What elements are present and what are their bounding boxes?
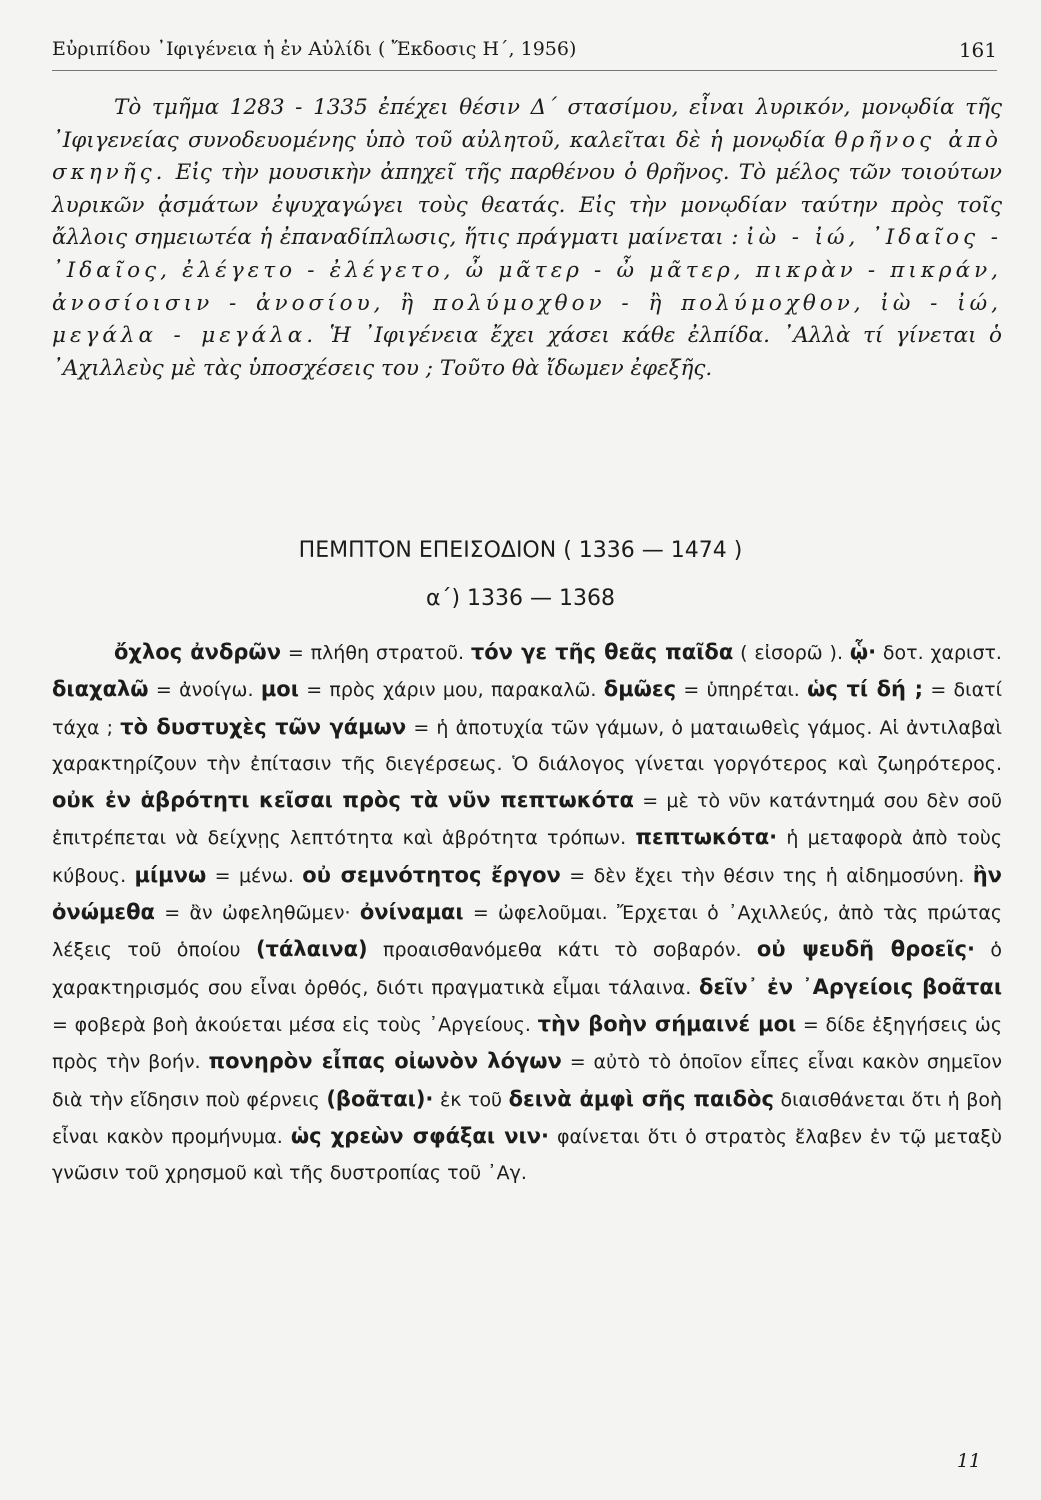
gloss: = ἡ ἀποτυχία τῶν γάμων, ὁ ματαιωθεὶς γάμος. Αἱ ἀντιλαβαὶ χαρακτηρίζουν τὴν ἐπίτασιν τῆς διεγέρσεως. Ὁ διάλογος γίνεται γοργότερος καὶ ζωηρότερος.: [52, 716, 1002, 775]
section-subheading: α΄) 1336 — 1368: [425, 586, 616, 611]
intro-repetitions: ἰὼ - ἰώ, ᾿Ιδαῖος - ᾿Ιδαῖος, ἐλέγετο - ἐλέγετο, ὦ μᾶτερ - ὦ μᾶτερ, πικρὰν - πικράν, ἀνοσίοισιν - ἀνοσίου, ἢ πολύμοχθον - ἢ πολύμοχθον, ἰὼ - ἰώ, μεγάλα - μεγάλα.: [52, 225, 1002, 349]
running-header: [52, 30, 997, 71]
gloss: = δὲν ἔχει τὴν θέσιν της ἡ αἰδημοσύνη.: [560, 864, 973, 887]
lemma: δμῶες: [603, 677, 677, 702]
lemma: ὡς χρεὼν σφάξαι νιν·: [290, 1123, 550, 1148]
lemma: μίμνω: [134, 862, 207, 887]
gloss: = ἀνοίγω.: [148, 679, 261, 702]
gloss: = ὠφελοῦμαι. Ἔρχεται ὁ ᾿Αχιλλεύς, ἀπὸ τὰς πρώτας λέξεις τοῦ ὁποίου: [52, 902, 1002, 962]
intro-text-3: Ἡ ᾿Ιφιγένεια ἔχει χάσει κάθε ἐλπίδα. ᾿Αλλὰ τί γίνεται ὁ ᾿Αχιλλεὺς μὲ τὰς ὑποσχέσεις του ; Τοῦτο θὰ ἴδωμεν ἐφεξῆς.: [52, 323, 1002, 381]
lemma: οὐ ψευδῆ θροεῖς·: [756, 937, 975, 962]
gloss: προαισθανόμεθα κάτι τὸ σοβαρόν.: [367, 939, 757, 962]
lemma: διαχαλῶ: [52, 677, 149, 702]
lemma: μοι: [260, 677, 299, 702]
lemma: ὀνίναμαι: [359, 900, 464, 925]
gloss: = μένω.: [206, 864, 303, 887]
gloss: = αὐτὸ τὸ ὁποῖον εἶπες εἶναι κακὸν σημεῖον διὰ τὴν εἴδησιν ποὺ φέρνεις: [52, 1051, 1002, 1111]
lemma: ᾧ·: [849, 640, 877, 664]
gloss: φαίνεται ὅτι ὁ στρατὸς ἔλαβεν ἐν τῷ μεταξὺ γνῶσιν τοῦ χρησμοῦ καὶ τῆς δυστροπίας τοῦ ᾿Αγ.: [52, 1125, 1003, 1185]
lemma: πεπτωκότα·: [635, 825, 778, 850]
section-heading: ΠΕΜΠΤΟΝ ΕΠΕΙΣΟΔΙΟΝ ( 1336 — 1474 ): [298, 538, 743, 563]
running-title: Εὐριπίδου ᾿Ιφιγένεια ἡ ἐν Αὐλίδι ( Ἔκδοσις Η΄, 1956): [52, 38, 577, 60]
gloss: = πρὸς χάριν μου, παρακαλῶ.: [298, 679, 604, 702]
gloss: = πλήθη στρατοῦ.: [281, 642, 471, 664]
lemma: δεινὰ ἀμφὶ σῆς παιδὸς: [508, 1086, 774, 1111]
page-number: 161: [958, 38, 997, 62]
lemma: τὸ δυστυχὲς τῶν γάμων: [120, 714, 407, 739]
gloss: ἡ μεταφορὰ ἀπὸ τοὺς κύβους.: [52, 827, 1002, 887]
lemma: ἢν ὀνώμεθα: [52, 862, 1002, 925]
gloss: δοτ. χαριστ.: [876, 642, 1002, 664]
gloss: = μὲ τὸ νῦν κατάντημά σου δὲν σοῦ ἐπιτρέπεται νὰ δείχνῃς λεπτότητα καὶ ἁβρότητα τρόπων.: [52, 790, 1002, 850]
gloss: διαισθάνεται ὅτι ἡ βοὴ εἶναι κακὸν προμήνυμα.: [52, 1088, 1002, 1148]
lemma: (τάλαινα): [255, 937, 368, 962]
intro-text-2: Εἰς τὴν μουσικὴν ἀπηχεῖ τῆς παρθένου ὁ θρῆνος. Τὸ μέλος τῶν τοιούτων λυρικῶν ᾀσμάτων ἐψυχαγώγει τοὺς θεατάς. Εἰς τὴν μονῳδίαν ταύτην πρὸς τοῖς ἄλλοις σημειωτέα ἡ ἐπαναδίπλωσις, ἥτις πράγματι μαίνεται :: [52, 160, 1002, 251]
intro-text-1: Τὸ τμῆμα 1283 - 1335 ἐπέχει θέσιν Δ΄ στασίμου, εἶναι λυρικόν, μονῳδία τῆς ᾿Ιφιγενείας συνοδευομένης ὑπὸ τοῦ αὐλητοῦ, καλεῖται δὲ ἡ μονῳδία: [52, 95, 1002, 153]
lemma: (βοᾶται)·: [326, 1086, 434, 1111]
folio-number: 11: [956, 1450, 981, 1472]
gloss: ὁ χαρακτηρισμός σου εἶναι ὀρθός, διότι πραγματικὰ εἶμαι τάλαινα.: [52, 939, 1003, 999]
gloss: = δίδε ἐξηγήσεις ὡς πρὸς τὴν βοήν.: [52, 1013, 1002, 1074]
intro-spaced-title: θρῆνος ἀπὸ σκηνῆς.: [52, 127, 1002, 186]
lemma: τὴν βοὴν σήμαινέ μοι: [537, 1011, 797, 1036]
lemma: δεῖν᾿ ἐν ᾿Αργείοις βοᾶται: [699, 974, 1003, 999]
gloss: = φοβερὰ βοὴ ἀκούεται μέσα εἰς τοὺς ᾿Αργείους.: [52, 1013, 538, 1036]
lemma: ὄχλος ἀνδρῶν: [114, 640, 281, 664]
lemma: τόν γε τῆς θεᾶς παῖδα: [470, 640, 734, 664]
gloss: ( εἰσορῶ ).: [733, 642, 850, 664]
lemma: πονηρὸν εἶπας οἰωνὸν λόγων: [208, 1049, 562, 1074]
gloss: = διατί τάχα ;: [52, 679, 1002, 739]
gloss: = ἂν ὠφεληθῶμεν·: [154, 902, 360, 925]
lemma: οὐκ ἐν ἁβρότητι κεῖσαι πρὸς τὰ νῦν πεπτωκότα: [52, 788, 634, 813]
intro-paragraph: [52, 92, 1002, 385]
lemma: ὡς τί δή ;: [807, 677, 923, 702]
gloss: = ὑπηρέται.: [676, 679, 808, 702]
gloss: ἐκ τοῦ: [433, 1088, 509, 1111]
commentary-paragraph: [52, 634, 1002, 1191]
lemma: οὐ σεμνότητος ἔργον: [302, 862, 561, 887]
